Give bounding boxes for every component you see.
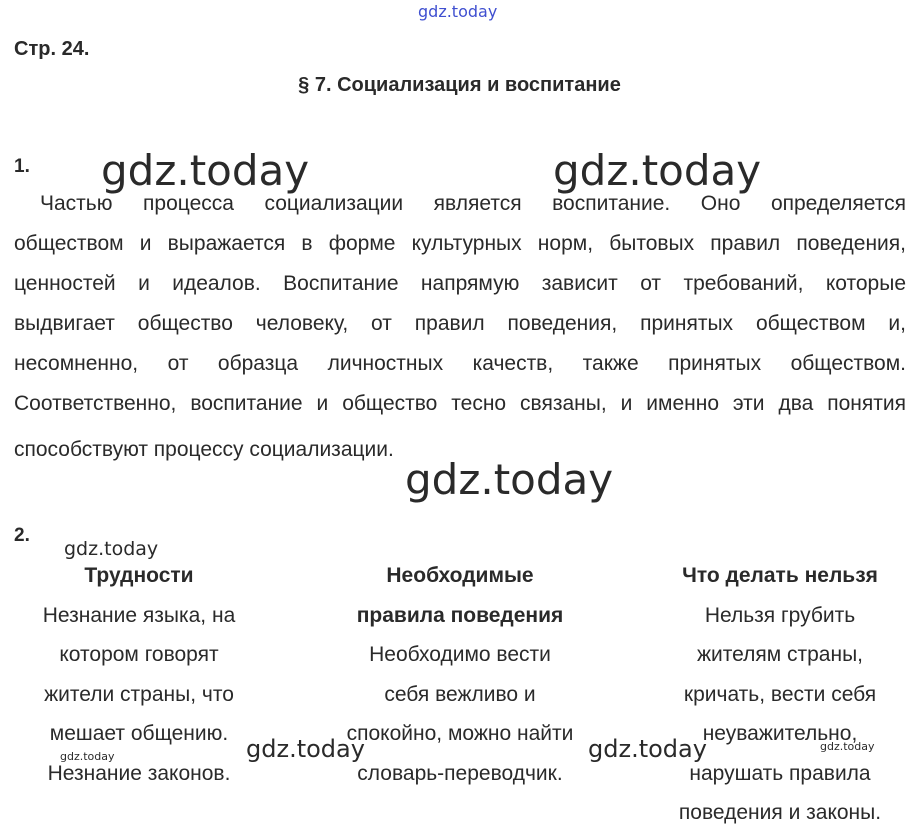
text-line: способствуют процессу социализации. bbox=[14, 438, 394, 461]
watermark: gdz.today bbox=[553, 146, 762, 195]
column-line: мешает общению. bbox=[49, 722, 229, 745]
text-line: выдвигает общество человеку, от правил поведения, принятых обществом и, bbox=[14, 312, 906, 335]
column-line: котором говорят bbox=[59, 643, 219, 666]
column-header: правила поведения bbox=[356, 603, 564, 627]
watermark: gdz.today bbox=[820, 740, 875, 753]
column-line: жителям страны, bbox=[696, 643, 864, 666]
column-line: себя вежливо и bbox=[384, 682, 536, 706]
watermark: gdz.today bbox=[64, 538, 159, 560]
watermark: gdz.today bbox=[60, 750, 115, 763]
text-line: Частью процесса социализации является воспитание. Оно определяется bbox=[40, 192, 906, 215]
section-title: § 7. Социализация и воспитание bbox=[298, 74, 621, 96]
column-line: жители страны, что bbox=[44, 682, 234, 706]
text-line: обществом и выражается в форме культурных норм, бытовых правил поведения, bbox=[14, 232, 906, 255]
text-line: ценностей и идеалов. Воспитание напрямую зависит от требований, которые bbox=[14, 272, 906, 295]
column-line: неуважительно, bbox=[702, 722, 858, 745]
watermark: gdz.today bbox=[246, 735, 365, 763]
table-column-forbidden bbox=[635, 556, 919, 833]
watermark: gdz.today bbox=[588, 735, 707, 763]
column-header: Необходимые bbox=[386, 564, 534, 587]
page-reference: Стр. 24. bbox=[14, 38, 90, 60]
column-line: нарушать правила bbox=[689, 761, 871, 785]
watermark: gdz.today bbox=[418, 2, 498, 21]
table-column-rules bbox=[315, 556, 605, 793]
text-line: несомненно, от образца личностных качеств, также принятых обществом. bbox=[14, 352, 906, 375]
column-line: Нельзя грубить bbox=[704, 603, 856, 627]
column-header: Что делать нельзя bbox=[682, 564, 878, 587]
watermark: gdz.today bbox=[101, 146, 310, 195]
column-line: Незнание законов. bbox=[47, 761, 231, 785]
column-line: кричать, вести себя bbox=[683, 682, 877, 706]
watermark: gdz.today bbox=[405, 455, 614, 504]
column-line: Необходимо вести bbox=[369, 643, 551, 666]
column-line: спокойно, можно найти bbox=[346, 722, 574, 745]
task-number: 2. bbox=[14, 525, 30, 546]
task-number: 1. bbox=[14, 156, 30, 177]
column-line: словарь-переводчик. bbox=[357, 761, 563, 785]
task-1-answer bbox=[14, 184, 906, 472]
column-line: поведения и законы. bbox=[678, 801, 882, 824]
column-line: Незнание языка, на bbox=[42, 603, 236, 627]
table-column-difficulties bbox=[0, 556, 284, 793]
text-line: Соответственно, воспитание и общество тесно связаны, и именно эти два понятия bbox=[14, 392, 906, 415]
column-header: Трудности bbox=[84, 564, 194, 587]
